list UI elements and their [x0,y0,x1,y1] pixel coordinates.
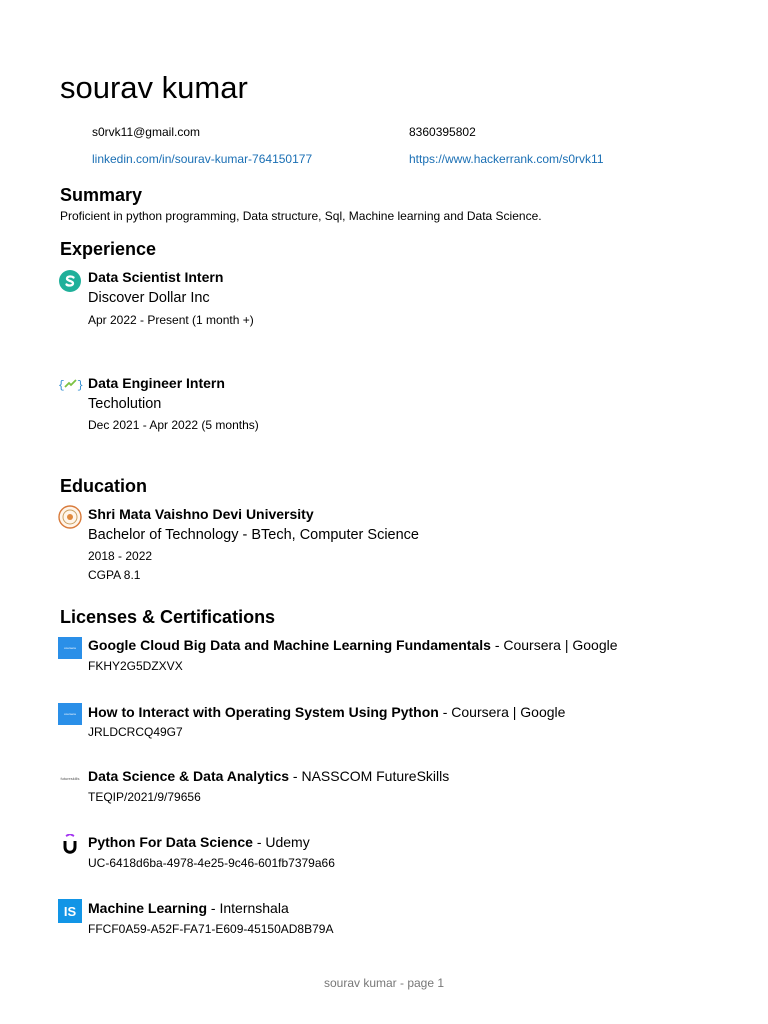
certification-name: Google Cloud Big Data and Machine Learning Fundamentals [88,637,491,653]
experience-title: Data Engineer Intern [88,375,225,391]
email-text: s0rvk11@gmail.com [92,125,200,139]
certification-credential: TEQIP/2021/9/79656 [88,790,201,804]
resume-name: sourav kumar [60,70,248,105]
certification-name: Python For Data Science [88,834,253,850]
certifications-heading: Licenses & Certifications [60,607,276,627]
education-heading: Education [60,476,148,496]
internshala-logo-icon: IS [58,899,82,923]
education-grade: CGPA 8.1 [88,568,141,582]
linkedin-link[interactable]: linkedin.com/in/sourav-kumar-764150177 [92,152,313,166]
certification-issuer: - NASSCOM FutureSkills [289,768,450,784]
experience-heading: Experience [60,239,157,259]
phone-text: 8360395802 [409,125,476,139]
experience-title: Data Scientist Intern [88,269,224,285]
certification-title [88,834,310,850]
page-footer: sourav kumar - page 1 [323,976,445,990]
nasscom-futureskills-logo-icon: futureskills [60,775,80,781]
udemy-logo-icon [60,834,80,861]
education-degree: Bachelor of Technology - BTech, Computer Science [88,527,419,543]
certification-title [88,768,449,784]
coursera-logo-icon: coursera [58,703,82,725]
certification-issuer: - Udemy [252,834,310,850]
svg-text:}: } [77,380,84,391]
certification-credential: UC-6418d6ba-4978-4e25-9c46-601fb7379a66 [88,856,335,870]
certification-name: Machine Learning [88,900,208,916]
certification-credential: FKHY2G5DZXVX [88,659,183,673]
experience-company: Techolution [88,396,162,412]
experience-dates: Dec 2021 - Apr 2022 (5 months) [88,418,259,432]
certification-name: Data Science & Data Analytics [88,768,290,784]
certification-title [88,704,565,720]
education-school: Shri Mata Vaishno Devi University [88,506,314,522]
svg-text:{: { [58,380,65,391]
certification-issuer: - Internshala [207,900,289,916]
education-years: 2018 - 2022 [88,549,153,563]
coursera-logo-icon: coursera [58,637,82,659]
smvdu-seal-icon [58,505,82,534]
certification-issuer: - Coursera | Google [490,637,618,653]
techolution-logo-icon [58,377,84,396]
certification-title [88,900,289,916]
experience-dates: Apr 2022 - Present (1 month +) [88,313,254,327]
certification-credential: JRLDCRCQ49G7 [88,725,183,739]
hackerrank-link[interactable]: https://www.hackerrank.com/s0rvk11 [409,152,604,166]
summary-heading: Summary [60,185,143,205]
certification-title [88,637,618,653]
summary-text: Proficient in python programming, Data structure, Sql, Machine learning and Data Science. [60,209,542,223]
certification-credential: FFCF0A59-A52F-FA71-E609-45150AD8B79A [88,922,334,936]
certification-name: How to Interact with Operating System Using Python [88,704,439,720]
experience-company: Discover Dollar Inc [88,290,210,306]
discover-dollar-logo-icon [58,269,82,298]
certification-issuer: - Coursera | Google [438,704,566,720]
